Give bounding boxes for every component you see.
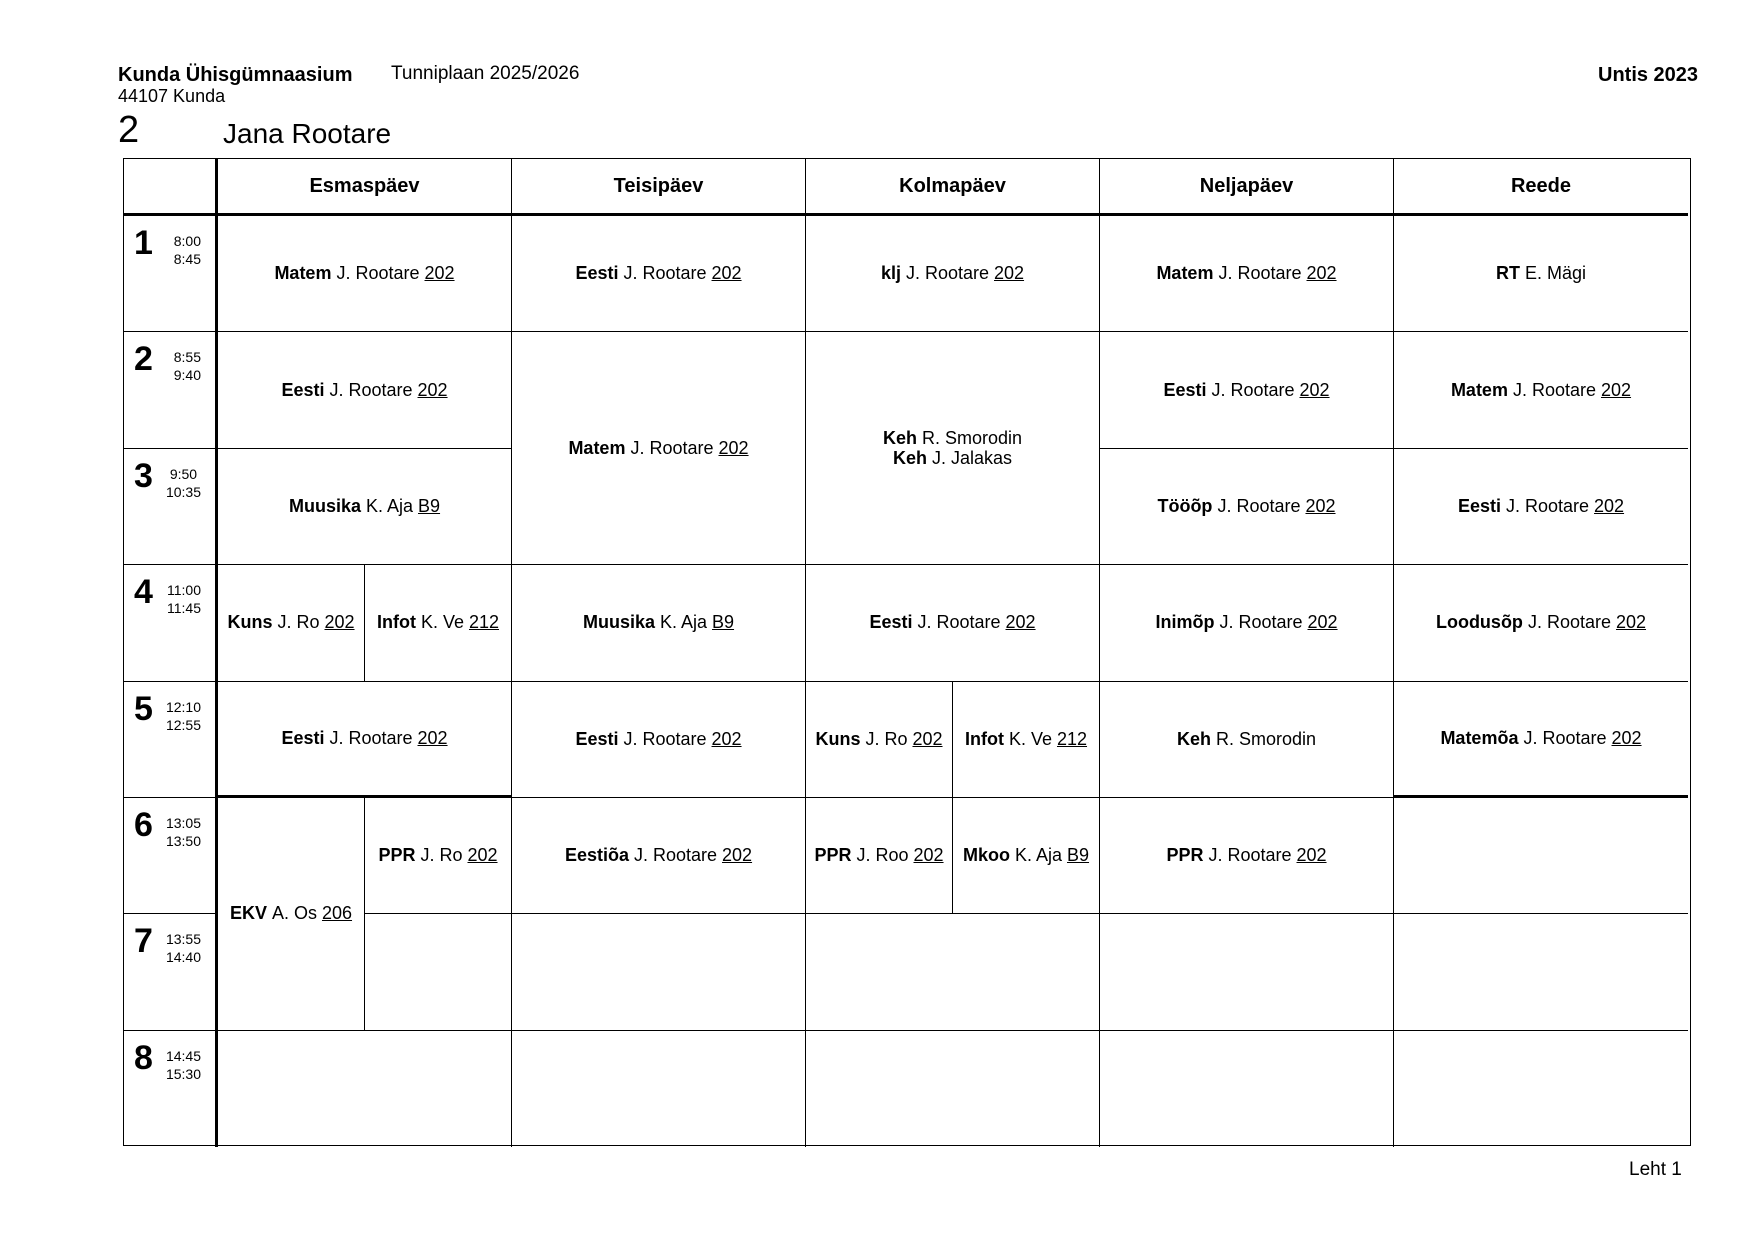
lesson-cell xyxy=(806,332,1100,565)
lesson-line: Keh J. Jalakas xyxy=(892,448,1013,469)
lesson-cell: Loodusõp J. Rootare 202 xyxy=(1394,565,1688,681)
school-address: 44107 Kunda xyxy=(118,86,226,106)
lesson-cell: Eesti J. Rootare 202 xyxy=(218,332,512,448)
empty-cell xyxy=(1394,1031,1688,1147)
lesson-cell: Infot K. Ve 212 xyxy=(365,565,512,681)
period-times: 13:05 13:50 xyxy=(165,814,201,849)
empty-cell xyxy=(806,914,1100,1030)
lesson-cell: Muusika K. Aja B9 xyxy=(512,565,806,681)
period-number: 1 xyxy=(134,224,153,262)
lesson-cell: Matem J. Rootare 202 xyxy=(218,216,512,332)
lesson-cell: Eestiõa J. Rootare 202 xyxy=(512,798,806,914)
lesson-cell: Matemõa J. Rootare 202 xyxy=(1394,682,1688,798)
lesson-cell: Tööõp J. Rootare 202 xyxy=(1100,449,1394,565)
lesson-cell: Eesti J. Rootare 202 xyxy=(218,682,512,798)
lesson-cell: Eesti J. Rootare 202 xyxy=(806,565,1100,681)
period-times: 13:55 14:40 xyxy=(165,931,201,966)
lesson-cell: Kuns J. Ro 202 xyxy=(806,682,953,798)
empty-cell xyxy=(1394,914,1688,1030)
period-times: 12:10 12:55 xyxy=(165,698,201,733)
period-times: 8:55 9:40 xyxy=(173,349,201,384)
day-header-wednesday: Kolmapäev xyxy=(806,159,1100,216)
period-number: 3 xyxy=(134,456,153,495)
day-header-tuesday: Teisipäev xyxy=(512,159,806,216)
empty-cell xyxy=(365,914,512,1030)
empty-cell xyxy=(806,1031,1100,1147)
lesson-cell: Mkoo K. Aja B9 xyxy=(953,798,1100,914)
day-header-friday: Reede xyxy=(1394,159,1688,216)
period-1 xyxy=(124,216,218,332)
period-times: 8:00 8:45 xyxy=(173,233,201,267)
software-label: Untis 2023 xyxy=(1598,64,1699,86)
lesson-cell: Matem J. Rootare 202 xyxy=(1394,332,1688,448)
period-2 xyxy=(124,332,218,448)
period-7 xyxy=(124,914,218,1030)
lesson-cell: PPR J. Ro 202 xyxy=(365,798,512,914)
lesson-cell: Matem J. Rootare 202 xyxy=(1100,216,1394,332)
empty-cell xyxy=(512,1031,806,1147)
empty-cell xyxy=(1100,1031,1394,1147)
period-times: 9:50 10:35 xyxy=(165,465,201,500)
period-number: 4 xyxy=(134,573,153,612)
period-number: 2 xyxy=(134,340,153,379)
lesson-cell: Inimõp J. Rootare 202 xyxy=(1100,565,1394,681)
lesson-cell: Matem J. Rootare 202 xyxy=(512,332,806,565)
day-header-monday: Esmaspäev xyxy=(218,159,512,216)
lesson-cell: Kuns J. Ro 202 xyxy=(218,565,365,681)
period-number: 7 xyxy=(134,922,153,961)
lesson-cell: Eesti J. Rootare 202 xyxy=(1100,332,1394,448)
page-number: Leht 1 xyxy=(1629,1159,1682,1180)
period-number: 5 xyxy=(134,689,153,728)
period-6 xyxy=(124,798,218,914)
teacher-name: Jana Rootare xyxy=(223,118,392,149)
period-3 xyxy=(124,449,218,565)
lesson-cell: Eesti J. Rootare 202 xyxy=(512,216,806,332)
period-times: 11:00 11:45 xyxy=(167,582,201,617)
lesson-cell: klj J. Rootare 202 xyxy=(806,216,1100,332)
day-header-thursday: Neljapäev xyxy=(1100,159,1394,216)
lesson-cell: Eesti J. Rootare 202 xyxy=(512,682,806,798)
period-times: 14:45 15:30 xyxy=(165,1047,201,1082)
period-5 xyxy=(124,682,218,798)
lesson-cell: PPR J. Rootare 202 xyxy=(1100,798,1394,914)
period-number: 6 xyxy=(134,805,153,844)
empty-cell xyxy=(218,1031,512,1147)
school-name: Kunda Ühisgümnaasium xyxy=(118,64,353,86)
lesson-cell: EKV A. Os 206 xyxy=(218,798,365,1031)
lesson-cell: Keh R. Smorodin xyxy=(1100,682,1394,798)
period-4 xyxy=(124,565,218,681)
lesson-line: Keh R. Smorodin xyxy=(882,428,1023,449)
lesson-cell: Infot K. Ve 212 xyxy=(953,682,1100,798)
lesson-cell: PPR J. Roo 202 xyxy=(806,798,953,914)
lesson-cell: Eesti J. Rootare 202 xyxy=(1394,449,1688,565)
period-8 xyxy=(124,1031,218,1147)
period-number: 8 xyxy=(134,1038,153,1077)
corner-cell xyxy=(124,159,218,216)
empty-cell xyxy=(1100,914,1394,1030)
lesson-cell: Muusika K. Aja B9 xyxy=(218,449,512,565)
class-number: 2 xyxy=(118,109,140,151)
plan-title: Tunniplaan 2025/2026 xyxy=(391,63,580,84)
empty-cell xyxy=(1394,798,1688,914)
empty-cell xyxy=(512,914,806,1030)
lesson-cell: RT E. Mägi xyxy=(1394,216,1688,332)
timetable-grid xyxy=(123,158,1691,1146)
